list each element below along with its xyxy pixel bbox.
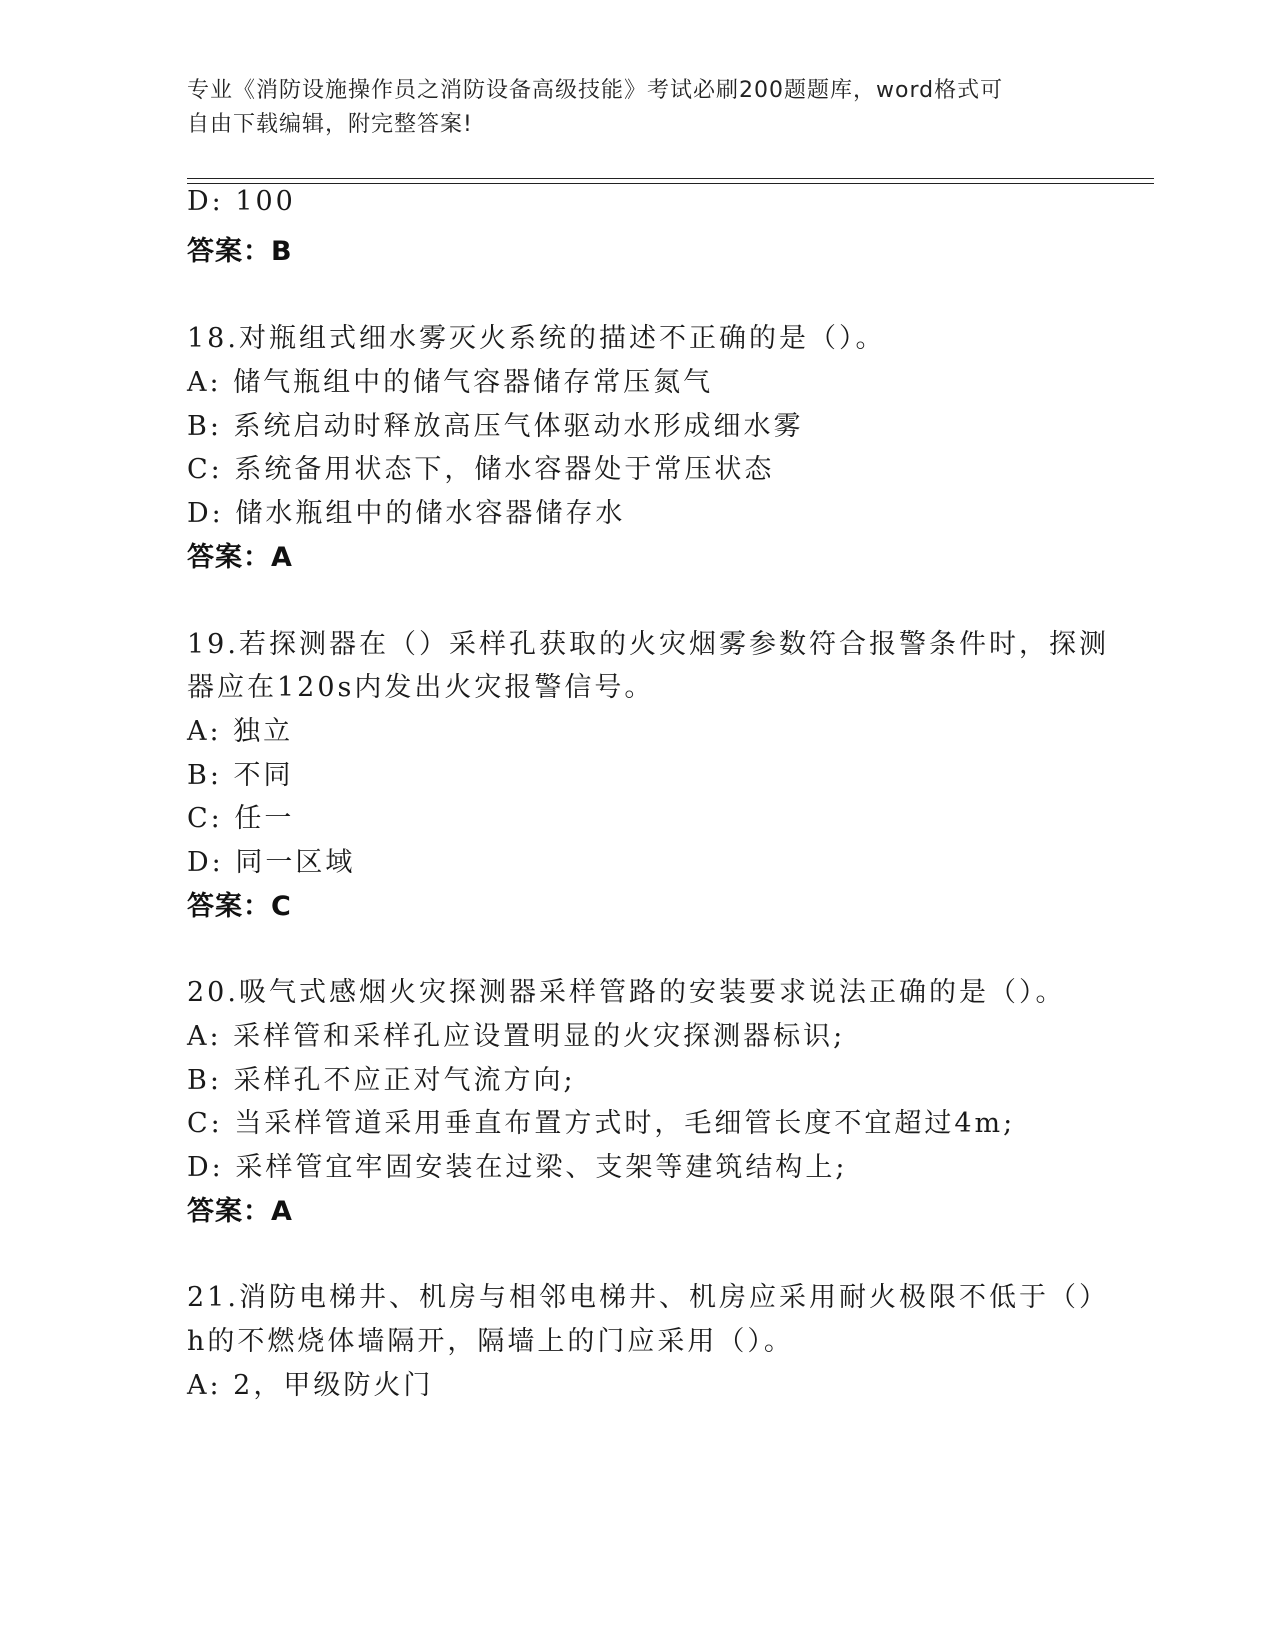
q18-question: 18.对瓶组式细水雾灭火系统的描述不正确的是（）。 — [187, 323, 886, 354]
header-line-2: 自由下载编辑，附完整答案! — [187, 112, 473, 137]
q20-option-a: A: 采样管和采样孔应设置明显的火灾探测器标识; — [187, 1021, 846, 1052]
header-line-1: 专业《消防设施操作员之消防设备高级技能》考试必刷200题题库，word格式可 — [187, 78, 1004, 103]
q19-question-line-2: 器应在120s内发出火灾报警信号。 — [187, 672, 655, 703]
q19-answer: 答案：C — [187, 891, 292, 922]
q20-question: 20.吸气式感烟火灾探测器采样管路的安装要求说法正确的是（）。 — [187, 977, 1066, 1008]
q21-question-line-1: 21.消防电梯井、机房与相邻电梯井、机房应采用耐火极限不低于（） — [187, 1282, 1109, 1313]
q20-option-b: B: 采样孔不应正对气流方向; — [187, 1065, 576, 1096]
header-rule-top — [187, 178, 1154, 179]
q20-option-c: C: 当采样管道采用垂直布置方式时，毛细管长度不宜超过4m; — [187, 1108, 1016, 1139]
q20-option-d: D: 采样管宜牢固安装在过梁、支架等建筑结构上; — [187, 1152, 848, 1183]
document-header — [187, 74, 1067, 142]
q17-option-d: D: 100 — [187, 186, 296, 217]
q19-question-line-1: 19.若探测器在（）采样孔获取的火灾烟雾参数符合报警条件时，探测 — [187, 629, 1109, 660]
q18-answer: 答案：A — [187, 542, 293, 573]
q19-option-c: C: 任一 — [187, 803, 295, 834]
q17-answer: 答案：B — [187, 236, 293, 267]
q19-option-b: B: 不同 — [187, 760, 294, 791]
header-rule-bottom — [187, 183, 1154, 184]
q18-option-b: B: 系统启动时释放高压气体驱动水形成细水雾 — [187, 411, 804, 442]
q18-option-c: C: 系统备用状态下，储水容器处于常压状态 — [187, 454, 775, 485]
q18-option-a: A: 储气瓶组中的储气容器储存常压氮气 — [187, 367, 714, 398]
q20-answer: 答案：A — [187, 1196, 293, 1227]
q19-option-a: A: 独立 — [187, 716, 294, 747]
q21-question-line-2: h的不燃烧体墙隔开，隔墙上的门应采用（）。 — [187, 1326, 794, 1357]
q21-option-a: A: 2，甲级防火门 — [187, 1370, 434, 1401]
q18-option-d: D: 储水瓶组中的储水容器储存水 — [187, 498, 626, 529]
q19-option-d: D: 同一区域 — [187, 847, 356, 878]
